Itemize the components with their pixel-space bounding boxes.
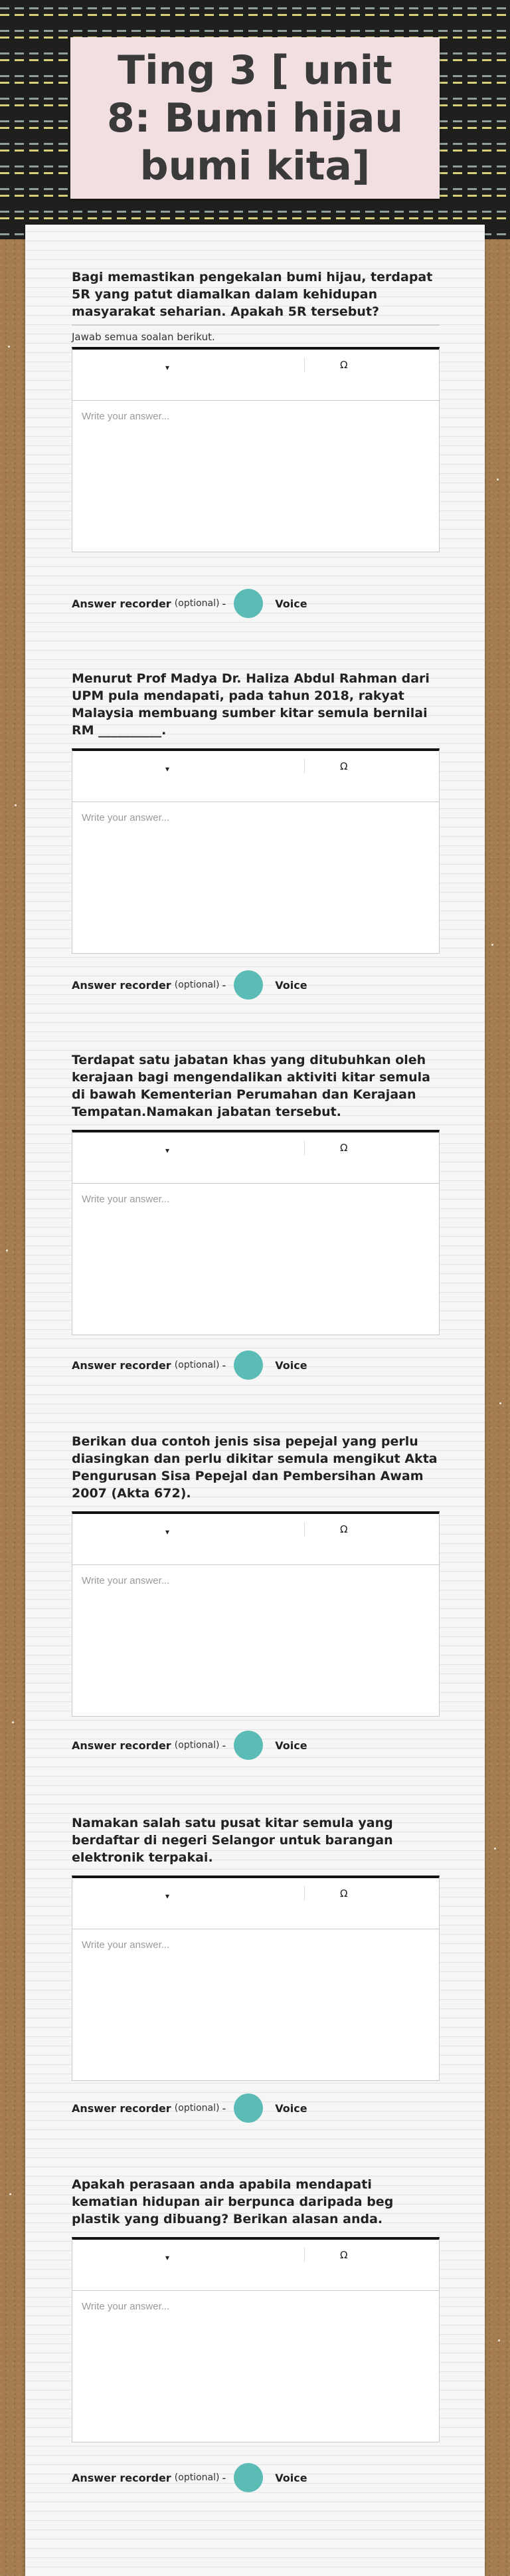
format-dropdown[interactable]: ▾	[165, 2253, 170, 2262]
voice-label: Voice	[275, 1739, 307, 1752]
special-character-button[interactable]: Ω	[340, 1887, 348, 1899]
cork-dot	[497, 479, 499, 481]
recorder-label: Answer recorder	[72, 2471, 171, 2484]
special-character-button[interactable]: Ω	[340, 2249, 348, 2261]
recorder-dash: -	[222, 1358, 226, 1372]
toolbar-separator	[304, 1886, 305, 1901]
answer-editor	[72, 347, 440, 552]
answer-input[interactable]: Write your answer...	[82, 1194, 170, 1205]
divider	[72, 324, 440, 326]
cork-dot	[491, 944, 493, 946]
answer-input[interactable]: Write your answer...	[82, 812, 170, 823]
toolbar-separator	[304, 1522, 305, 1537]
voice-record-button[interactable]	[234, 2093, 263, 2123]
page-title: Ting 3 [ unit 8: Bumi hijau bumi kita]	[106, 47, 404, 189]
editor-toolbar	[72, 1878, 439, 1929]
answer-editor	[72, 1511, 440, 1717]
recorder-label: Answer recorder	[72, 978, 171, 992]
question-block-4	[72, 1433, 440, 1717]
voice-record-button[interactable]	[234, 2463, 263, 2492]
voice-label: Voice	[275, 978, 307, 992]
recorder-optional: (optional)	[174, 1740, 220, 1751]
question-instruction: Jawab semua soalan berikut.	[72, 331, 215, 343]
title-card	[70, 37, 440, 199]
recorder-optional: (optional)	[174, 2103, 220, 2113]
question-text: Menurut Prof Madya Dr. Haliza Abdul Rahman dari UPM pula mendapati, pada tahun 2018, rakyat Malaysia membuang sumber kitar semula bernilai RM __________.	[72, 671, 430, 738]
special-character-button[interactable]: Ω	[340, 359, 348, 371]
voice-label: Voice	[275, 2101, 307, 2115]
recorder-dash: -	[222, 597, 226, 610]
question-text: Namakan salah satu pusat kitar semula yang berdaftar di negeri Selangor untuk barangan elektronik terpakai.	[72, 1816, 393, 1865]
cork-dot	[12, 1721, 14, 1723]
toolbar-separator	[304, 759, 305, 774]
format-dropdown[interactable]: ▾	[165, 1891, 170, 1901]
cork-dot	[8, 346, 10, 348]
recorder-optional: (optional)	[174, 598, 220, 609]
format-dropdown[interactable]: ▾	[165, 363, 170, 372]
answer-input[interactable]: Write your answer...	[82, 1575, 170, 1586]
recorder-label: Answer recorder	[72, 1358, 171, 1372]
answer-editor	[72, 2237, 440, 2442]
question-block-3	[72, 1051, 440, 1335]
recorder-label: Answer recorder	[72, 597, 171, 610]
cork-dot	[6, 1249, 8, 1251]
voice-label: Voice	[275, 2471, 307, 2484]
question-text: Bagi memastikan pengekalan bumi hijau, terdapat 5R yang patut diamalkan dalam kehidupan masyarakat seharian. Apakah 5R tersebut?	[72, 270, 433, 319]
recorder-optional: (optional)	[174, 2472, 220, 2483]
cork-dot	[499, 1402, 501, 1404]
format-dropdown[interactable]: ▾	[165, 1527, 170, 1537]
recorder-dash: -	[222, 1739, 226, 1752]
recorder-dash: -	[222, 2101, 226, 2115]
answer-recorder	[72, 2093, 307, 2123]
voice-label: Voice	[275, 1358, 307, 1372]
special-character-button[interactable]: Ω	[340, 1142, 348, 1154]
special-character-button[interactable]: Ω	[340, 1523, 348, 1535]
format-dropdown[interactable]: ▾	[165, 1146, 170, 1155]
toolbar-separator	[304, 2248, 305, 2262]
special-character-button[interactable]: Ω	[340, 760, 348, 772]
cork-dot	[9, 2193, 11, 2195]
editor-toolbar	[72, 751, 439, 802]
voice-record-button[interactable]	[234, 970, 263, 1000]
question-text: Berikan dua contoh jenis sisa pepejal yang perlu diasingkan dan perlu dikitar semula mengikut Akta Pengurusan Sisa Pepejal dan Pembersihan Awam 2007 (Akta 672).	[72, 1434, 438, 1501]
question-block-6	[72, 2176, 440, 2442]
recorder-optional: (optional)	[174, 980, 220, 990]
voice-record-button[interactable]	[234, 589, 263, 618]
voice-record-button[interactable]	[234, 1731, 263, 1760]
question-block-2	[72, 670, 440, 954]
editor-toolbar	[72, 2240, 439, 2291]
toolbar-separator	[304, 358, 305, 372]
answer-editor	[72, 748, 440, 954]
answer-recorder	[72, 1350, 307, 1380]
cork-dot	[494, 1848, 496, 1850]
recorder-optional: (optional)	[174, 1360, 220, 1370]
editor-toolbar	[72, 1514, 439, 1565]
recorder-dash: -	[222, 978, 226, 992]
toolbar-separator	[304, 1140, 305, 1155]
voice-label: Voice	[275, 597, 307, 610]
cork-dot	[15, 804, 17, 806]
recorder-dash: -	[222, 2471, 226, 2484]
answer-recorder	[72, 1731, 307, 1760]
answer-editor	[72, 1876, 440, 2081]
question-text: Apakah perasaan anda apabila mendapati kematian hidupan air berpunca daripada beg plastik yang dibuang? Berikan alasan anda.	[72, 2177, 394, 2226]
voice-record-button[interactable]	[234, 1350, 263, 1380]
answer-recorder	[72, 970, 307, 1000]
answer-input[interactable]: Write your answer...	[82, 411, 170, 422]
answer-editor	[72, 1130, 440, 1335]
editor-toolbar	[72, 1132, 439, 1184]
question-block-5	[72, 1814, 440, 2081]
question-block-1	[72, 268, 440, 552]
format-dropdown[interactable]: ▾	[165, 764, 170, 774]
cork-dot	[498, 2339, 500, 2341]
question-text: Terdapat satu jabatan khas yang ditubuhkan oleh kerajaan bagi mengendalikan aktiviti kitar semula di bawah Kementerian Perumahan dan Kerajaan Tempatan.Namakan jabatan tersebut.	[72, 1053, 430, 1119]
answer-recorder	[72, 2463, 307, 2492]
answer-input[interactable]: Write your answer...	[82, 2301, 170, 2312]
recorder-label: Answer recorder	[72, 1739, 171, 1752]
editor-toolbar	[72, 350, 439, 401]
recorder-label: Answer recorder	[72, 2101, 171, 2115]
answer-recorder	[72, 589, 307, 618]
answer-input[interactable]: Write your answer...	[82, 1939, 170, 1951]
